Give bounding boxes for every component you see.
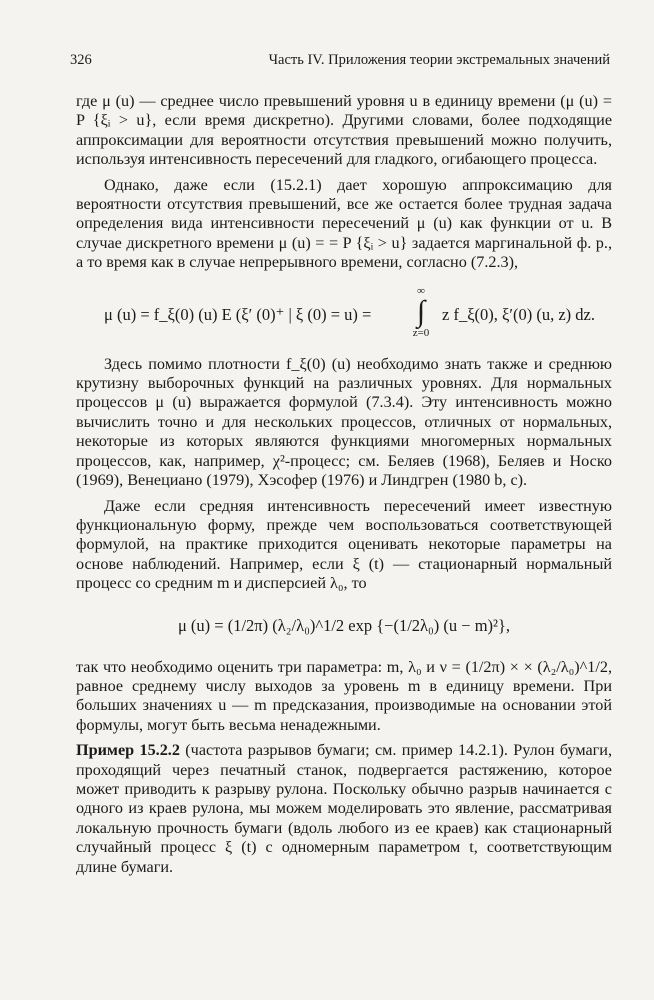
- paragraph-3: Здесь помимо плотности f_ξ(0) (u) необходимо знать также и среднюю крутизну выборочных функций на различных уровнях. Для нормальных процессов μ (u) выражается формулой (7.3.4). Эту интенсивность можно вычислить точно и для нескольких процессов, отличных от нормальных, некоторые из которых являются функциями многомерных нормальных процессов, как, например, χ²-процесс; см. Беляев (1968), Беляев и Носко (1969), Венециано (1979), Хэсофер (1976) и Линдгрен (1980 b, c).: [76, 354, 612, 490]
- paragraph-2: Однако, даже если (15.2.1) дает хорошую аппроксимацию для вероятности отсутствия превышений, все же остается более трудная задача определения вида интенсивности пересечений μ (u) как функции от u. В случае дискретного времени μ (u) = = P {ξᵢ > u} задается маргинальной ф. р., а то время как в случае непрерывного времени, согласно (7.2.3),: [76, 175, 612, 272]
- integral-lower-limit: z=0: [412, 326, 430, 339]
- running-header: [70, 52, 610, 74]
- integral-upper-limit: ∞: [417, 284, 425, 297]
- paragraph-4: Даже если средняя интенсивность пересечений имеет известную функциональную форму, прежде чем воспользоваться соответствующей формулой, на практике приходится оценивать некоторые параметры на основе наблюдений. Например, если ξ (t) — стационарный нормальный процесс со средним m и дисперсией λ₀, то: [76, 496, 612, 593]
- page-number: 326: [70, 52, 92, 68]
- main-text: [76, 92, 612, 877]
- equation-1-left: μ (u) = f_ξ(0) (u) E (ξ′ (0)⁺ | ξ (0) = u) =: [104, 304, 372, 324]
- paragraph-5: так что необходимо оценить три параметра: m, λ₀ и ν = (1/2π) × × (λ₂/λ₀)^1/2, равное среднему числу выходов за уровень m в единицу времени. При больших значениях u — m предсказания, производимые на основании этой формулы, могут быть весьма ненадежными.: [76, 657, 612, 734]
- paragraph-1: где μ (u) — среднее число превышений уровня u в единицу времени (μ (u) = P {ξᵢ > u}, если время дискретно). Другими словами, более подходящие аппроксимации для вероятности отсутствия превышений можно получить, используя интенсивность пересечений для гладкого, огибающего процесса.: [76, 92, 612, 169]
- example-text: (частота разрывов бумаги; см. пример 14.2.1). Рулон бумаги, проходящий через печатный станок, подвергается растяжению, которое может приводить к разрыву рулона. Поскольку обычно разрыв начинается с одного из краев рулона, мы можем моделировать это явление, рассматривая локальную прочность бумаги (вдоль любого из ее краев) как стационарный случайный процесс ξ (t) с одномерным параметром t, соответствующим длине бумаги.: [76, 741, 613, 876]
- example-label: Пример 15.2.2: [76, 741, 180, 760]
- integral-sign: [406, 285, 436, 339]
- equation-normal-intensity: μ (u) = (1/2π) (λ₂/λ₀)^1/2 exp {−(1/2λ₀) (u − m)²},: [177, 615, 511, 635]
- running-title: Часть IV. Приложения теории экстремальных значений: [268, 52, 610, 68]
- equation-1-right: z f_ξ(0), ξ′(0) (u, z) dz.: [442, 304, 596, 324]
- paragraph-example: [76, 741, 612, 877]
- integral-symbol: ∫: [416, 294, 426, 328]
- equation-crossing-intensity: [76, 285, 612, 345]
